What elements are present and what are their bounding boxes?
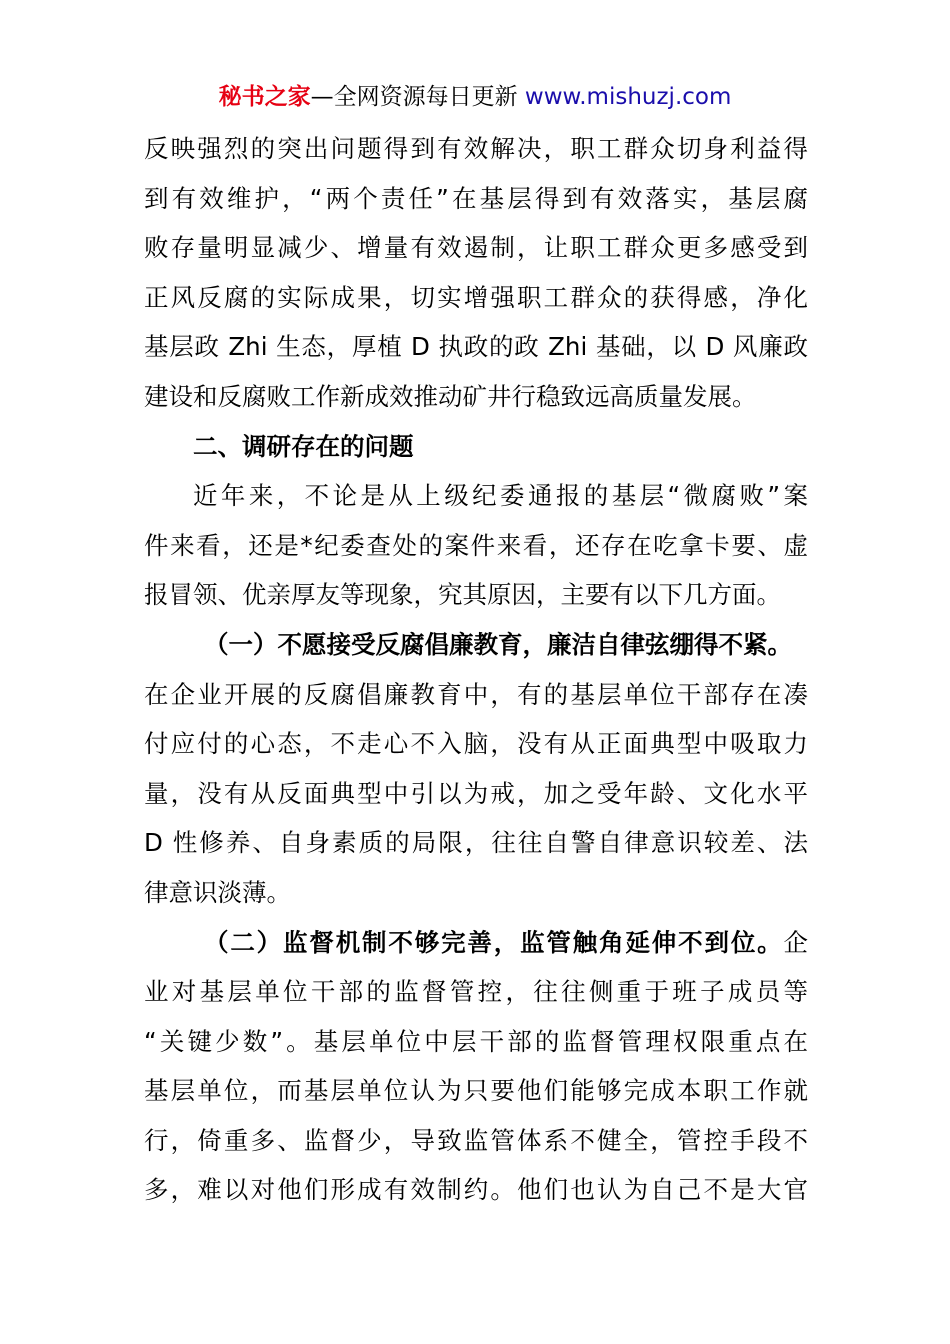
text-line: 业对基层单位干部的监督管控，往往侧重于班子成员等	[144, 977, 808, 1007]
text-line: 行，倚重多、监督少，导致监管体系不健全，管控手段不	[144, 1125, 808, 1155]
text-line: 件来看，还是*纪委查处的案件来看，还存在吃拿卡要、虚	[144, 530, 808, 560]
paragraph-1	[144, 124, 808, 422]
text-line: 量，没有从反面典型中引以为戒，加之受年龄、文化水平	[144, 778, 808, 808]
text-line: 付应付的心态，不走心不入脑，没有从正面典型中吸取力	[144, 729, 808, 759]
item-1	[144, 620, 808, 918]
item-2-title: （二）监督机制不够完善，监管触角延伸不到位。	[204, 927, 784, 957]
text-line: 报冒领、优亲厚友等现象，究其原因，主要有以下几方面。	[144, 580, 781, 610]
text-line: 在企业开展的反腐倡廉教育中，有的基层单位干部存在凑	[144, 679, 808, 709]
paragraph-2	[144, 471, 808, 620]
text-line: 建设和反腐败工作新成效推动矿井行稳致远高质量发展。	[144, 381, 757, 411]
header-tagline: —全网资源每日更新	[310, 84, 518, 110]
page-header	[0, 80, 950, 114]
text-line: “关键少数”。基层单位中层干部的监督管理权限重点在	[144, 1026, 808, 1056]
item-2	[144, 918, 808, 1216]
header-site-link[interactable]: www.mishuzj.com	[524, 84, 732, 110]
text-line: 多，难以对他们形成有效制约。他们也认为自己不是大官	[144, 1175, 808, 1205]
header-brand: 秘书之家	[218, 84, 311, 110]
document-body	[144, 124, 808, 1215]
text-line: D 性修养、自身素质的局限，往往自警自律意识较差、法	[144, 828, 808, 858]
text-line: 败存量明显减少、增量有效遏制，让职工群众更多感受到	[144, 233, 808, 263]
text-line: 反映强烈的突出问题得到有效解决，职工群众切身利益得	[144, 134, 808, 163]
text-line: 近年来，不论是从上级纪委通报的基层“微腐败”案	[193, 481, 808, 511]
item-1-title: （一）不愿接受反腐倡廉教育，廉洁自律弦绷得不紧。	[204, 629, 792, 659]
text-line: 基层单位，而基层单位认为只要他们能够完成本职工作就	[144, 1076, 808, 1106]
item-2-title-tail: 企	[783, 927, 808, 957]
text-line: 律意识淡薄。	[144, 877, 291, 907]
text-line: 到有效维护，“两个责任”在基层得到有效落实，基层腐	[144, 183, 808, 213]
section-heading: 二、调研存在的问题	[193, 431, 414, 461]
text-line: 正风反腐的实际成果，切实增强职工群众的获得感，净化	[144, 282, 808, 312]
text-line: 基层政 Zhi 生态，厚植 D 执政的政 Zhi 基础，以 D 风廉政	[144, 332, 808, 362]
item-2-title-line	[144, 918, 808, 968]
